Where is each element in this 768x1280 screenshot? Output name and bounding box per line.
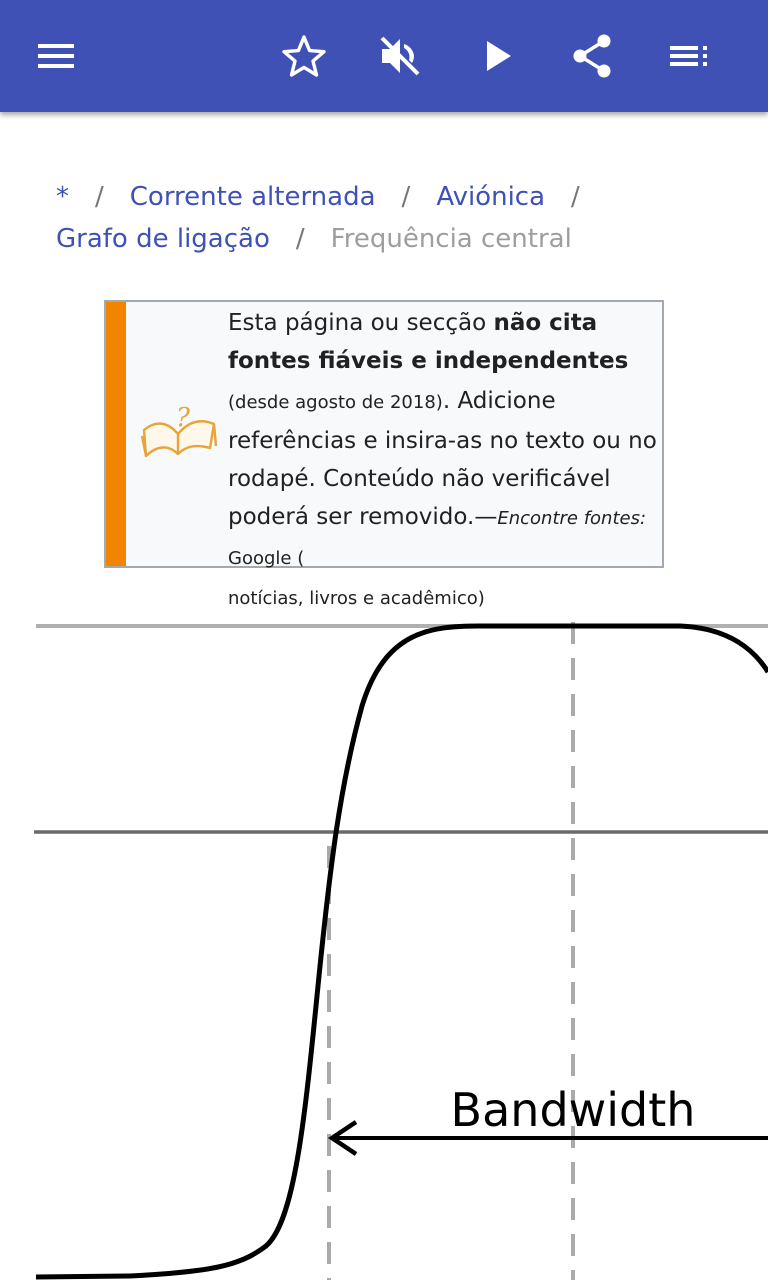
breadcrumb-separator: /	[401, 182, 411, 212]
svg-text:?: ?	[176, 403, 190, 433]
breadcrumb-separator: /	[295, 224, 305, 254]
share-icon[interactable]	[564, 28, 620, 84]
notice-text	[228, 304, 658, 618]
notice-bold-warning: não cita fontes fiáveis e independentes	[228, 310, 629, 374]
breadcrumb-separator: /	[95, 182, 104, 212]
link-separator: ,	[297, 588, 310, 609]
notice-since-date: (desde agosto de 2018)	[228, 392, 443, 413]
menu-icon[interactable]	[28, 28, 84, 84]
noticias-link[interactable]: notícias	[228, 588, 298, 609]
response-curve	[36, 626, 768, 1277]
volume-off-icon[interactable]	[372, 28, 428, 84]
unsourced-notice-box	[104, 300, 664, 609]
bandwidth-figure[interactable]	[0, 596, 768, 1280]
link-closing: )	[477, 588, 485, 609]
breadcrumb-current: Frequência central	[330, 224, 572, 254]
star-icon[interactable]	[276, 28, 332, 84]
link-separator: e	[357, 588, 380, 609]
academico-link[interactable]: acadêmico	[379, 588, 478, 609]
play-icon[interactable]	[470, 28, 526, 84]
breadcrumb-item-grafo-de-ligacao[interactable]: Grafo de ligação	[56, 224, 270, 254]
breadcrumb-item-corrente-alternada[interactable]: Corrente alternada	[129, 182, 376, 212]
livros-link[interactable]: livros	[309, 588, 358, 609]
notice-accent-bar	[106, 302, 126, 566]
breadcrumb-item-avionica[interactable]: Aviónica	[436, 182, 546, 212]
notice-instructions: . Adicione referências e insira-as no texto ou no rodapé. Conteúdo não verificável poderá ser removido.—	[228, 388, 657, 530]
find-sources-label: Encontre fontes:	[497, 508, 647, 529]
bandwidth-label: Bandwidth	[450, 1083, 696, 1137]
playlist-icon[interactable]	[660, 28, 716, 84]
breadcrumb-separator: /	[571, 182, 580, 212]
breadcrumb	[56, 176, 736, 260]
breadcrumb-item-root[interactable]: *	[56, 182, 69, 212]
question-book-icon	[138, 400, 218, 466]
notice-intro: Esta página ou secção	[228, 310, 494, 336]
app-bar	[0, 0, 768, 112]
google-link[interactable]: Google (	[228, 548, 305, 569]
